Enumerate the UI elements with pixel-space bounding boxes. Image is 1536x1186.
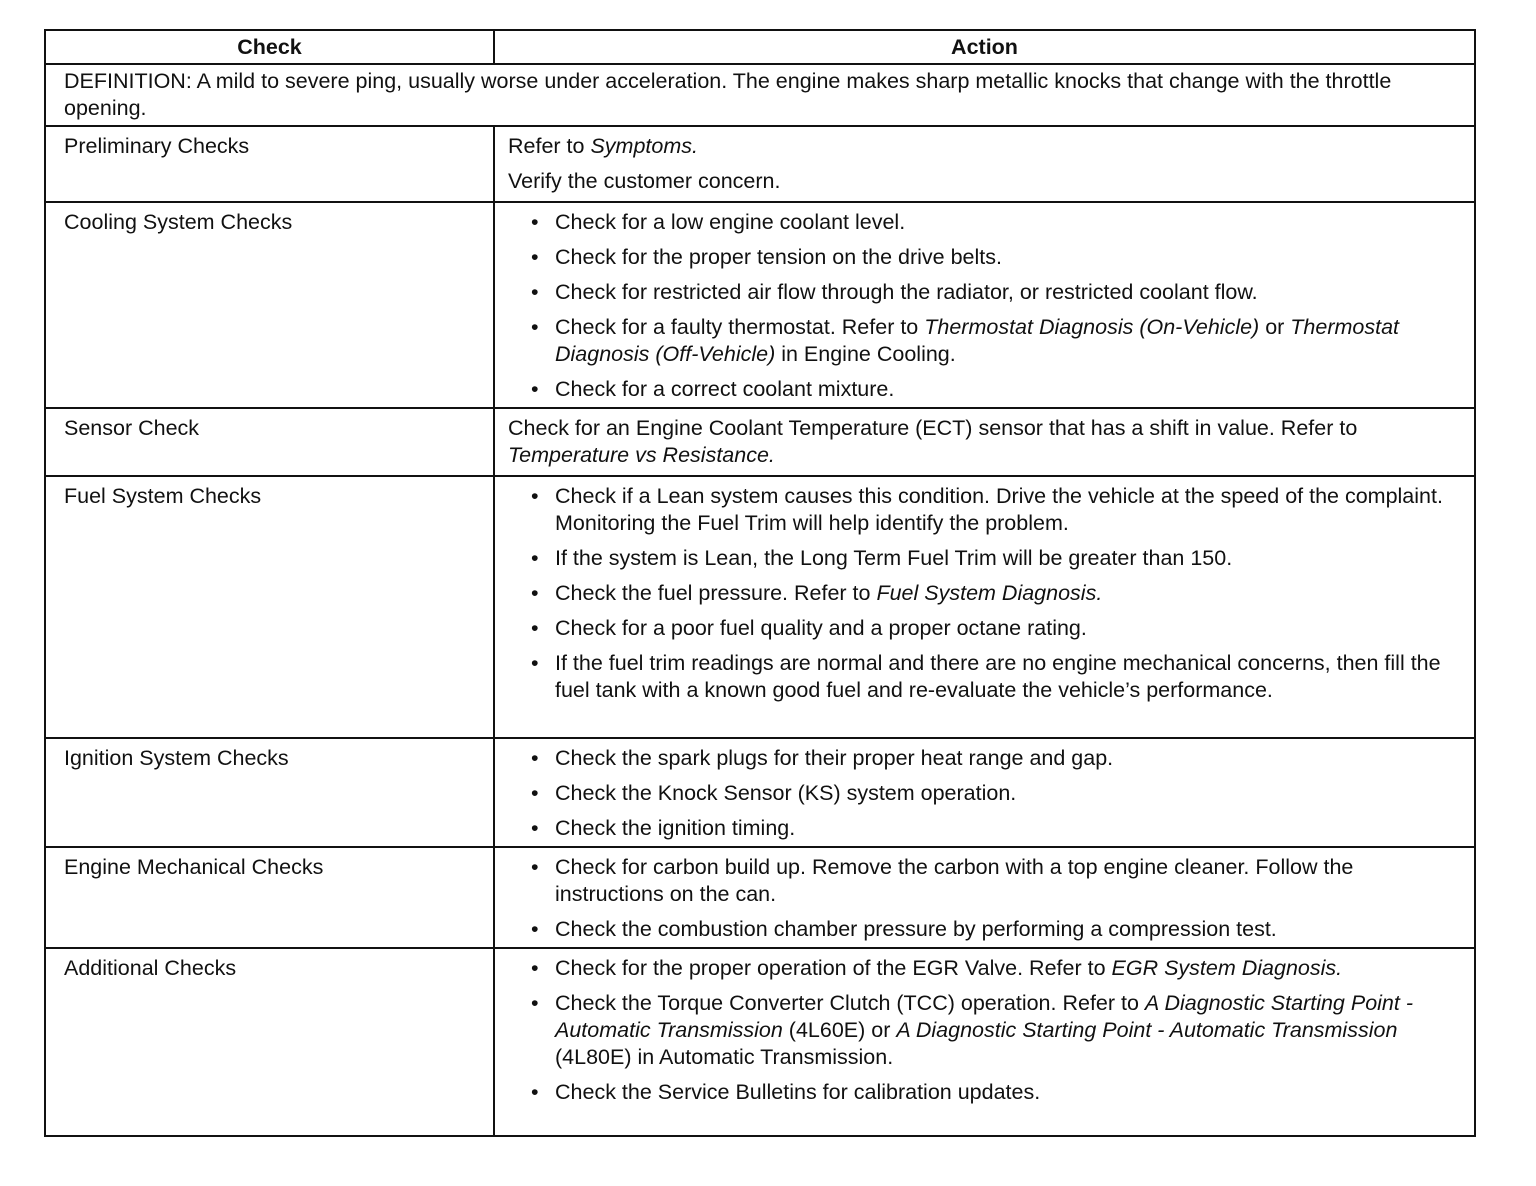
- bullet-icon: •: [531, 280, 539, 304]
- bullet-text: in Engine Cooling.: [775, 342, 956, 366]
- bullet-text: Check for the proper operation of the EGR Valve. Refer to: [555, 956, 1112, 980]
- table-row-sensor: [45, 408, 1475, 476]
- check-label-ignition: Ignition System Checks: [45, 738, 494, 847]
- list-item: [495, 615, 1464, 642]
- bullet-icon: •: [531, 816, 539, 840]
- table-row-ignition: [45, 738, 1475, 847]
- bullet-text: Check the Service Bulletins for calibration updates.: [555, 1080, 1041, 1104]
- list-item: [495, 745, 1464, 772]
- bullet-text: Check for restricted air flow through the radiator, or restricted coolant flow.: [555, 280, 1258, 304]
- definition-text: DEFINITION: A mild to severe ping, usually worse under acceleration. The engine makes sharp metallic knocks that change with the throttle opening.: [45, 64, 1475, 126]
- table-row-engine-mechanical: [45, 847, 1475, 948]
- bullet-icon: •: [531, 581, 539, 605]
- bullet-text: (4L80E) in Automatic Transmission.: [555, 1045, 894, 1069]
- bullet-icon: •: [531, 855, 539, 879]
- bullet-text: or: [1259, 315, 1291, 339]
- check-label-engine-mechanical: Engine Mechanical Checks: [45, 847, 494, 948]
- bullet-icon: •: [531, 546, 539, 570]
- action-line: [508, 133, 1464, 160]
- list-item: [495, 244, 1464, 271]
- list-item: [495, 815, 1464, 842]
- bullet-icon: •: [531, 991, 539, 1015]
- bullet-icon: •: [531, 1080, 539, 1104]
- column-header-check: Check: [45, 30, 494, 64]
- bullet-text: Check for a poor fuel quality and a proper octane rating.: [555, 616, 1087, 640]
- bullet-icon: •: [531, 956, 539, 980]
- list-item: [495, 545, 1464, 572]
- list-item: [495, 1079, 1464, 1106]
- bullet-icon: •: [531, 917, 539, 941]
- action-cell-fuel: [494, 476, 1475, 738]
- action-cell-preliminary: [494, 126, 1475, 202]
- list-item: [495, 916, 1464, 943]
- bullet-icon: •: [531, 616, 539, 640]
- bullet-icon: •: [531, 651, 539, 675]
- table-row-fuel: [45, 476, 1475, 738]
- bullet-text: Check for carbon build up. Remove the carbon with a top engine cleaner. Follow the instructions on the can.: [555, 855, 1354, 906]
- list-item: [495, 650, 1464, 704]
- reference-link[interactable]: A Diagnostic Starting Point - Automatic Transmission: [896, 1018, 1398, 1042]
- list-item: [495, 780, 1464, 807]
- table-row-additional: [45, 948, 1475, 1136]
- check-label-cooling: Cooling System Checks: [45, 202, 494, 408]
- action-cell-cooling: [494, 202, 1475, 408]
- reference-link[interactable]: A Diagnostic Starting Point - Automatic Transmission: [555, 991, 1413, 1042]
- bullet-text: Check the spark plugs for their proper heat range and gap.: [555, 746, 1114, 770]
- list-item: [495, 483, 1464, 537]
- bullet-text: Check for a correct coolant mixture.: [555, 377, 895, 401]
- bullet-icon: •: [531, 315, 539, 339]
- check-label-sensor: Sensor Check: [45, 408, 494, 476]
- reference-link[interactable]: Thermostat Diagnosis (On-Vehicle): [924, 315, 1260, 339]
- action-text: Check for an Engine Coolant Temperature (ECT) sensor that has a shift in value. Refer to: [508, 416, 1358, 440]
- diagnosis-table: [44, 29, 1476, 1137]
- bullet-text: If the system is Lean, the Long Term Fuel Trim will be greater than 150.: [555, 546, 1233, 570]
- reference-link[interactable]: Fuel System Diagnosis.: [876, 581, 1103, 605]
- bullet-text: Check for a faulty thermostat. Refer to: [555, 315, 925, 339]
- action-cell-additional: [494, 948, 1475, 1136]
- bullet-text: Check for the proper tension on the drive belts.: [555, 245, 1002, 269]
- list-item: [495, 209, 1464, 236]
- bullet-icon: •: [531, 377, 539, 401]
- bullet-text: Check the Torque Converter Clutch (TCC) operation. Refer to: [555, 991, 1145, 1015]
- action-cell-engine-mechanical: [494, 847, 1475, 948]
- bullet-icon: •: [531, 484, 539, 508]
- reference-link[interactable]: EGR System Diagnosis.: [1111, 956, 1343, 980]
- bullet-icon: •: [531, 781, 539, 805]
- column-header-action: Action: [494, 30, 1475, 64]
- bullet-text: Check if a Lean system causes this condition. Drive the vehicle at the speed of the complaint. Monitoring the Fuel Trim will help identify the problem.: [555, 484, 1443, 535]
- bullet-text: Check the ignition timing.: [555, 816, 796, 840]
- bullet-text: If the fuel trim readings are normal and there are no engine mechanical concerns, then fill the fuel tank with a known good fuel and re-evaluate the vehicle’s performance.: [555, 651, 1441, 702]
- check-label-fuel: Fuel System Checks: [45, 476, 494, 738]
- list-item: [495, 580, 1464, 607]
- bullet-icon: •: [531, 210, 539, 234]
- bullet-icon: •: [531, 245, 539, 269]
- list-item: [495, 279, 1464, 306]
- table-header-row: [45, 30, 1475, 64]
- bullet-text: Check the fuel pressure. Refer to: [555, 581, 877, 605]
- check-label-additional: Additional Checks: [45, 948, 494, 1136]
- bullet-icon: •: [531, 746, 539, 770]
- table-row-cooling: [45, 202, 1475, 408]
- definition-row: [45, 64, 1475, 126]
- reference-link[interactable]: Thermostat Diagnosis (Off-Vehicle): [555, 315, 1400, 366]
- bullet-text: Check for a low engine coolant level.: [555, 210, 906, 234]
- bullet-text: Check the Knock Sensor (KS) system operation.: [555, 781, 1017, 805]
- action-cell-sensor: [494, 408, 1475, 476]
- reference-link[interactable]: Temperature vs Resistance.: [508, 443, 775, 467]
- list-item: [495, 854, 1464, 908]
- check-label-preliminary: Preliminary Checks: [45, 126, 494, 202]
- reference-link[interactable]: Symptoms.: [590, 134, 698, 158]
- list-item: [495, 955, 1464, 982]
- list-item: [495, 990, 1464, 1071]
- bullet-text: Check the combustion chamber pressure by performing a compression test.: [555, 917, 1277, 941]
- action-line: Verify the customer concern.: [508, 169, 781, 193]
- bullet-text: (4L60E) or: [782, 1018, 897, 1042]
- action-cell-ignition: [494, 738, 1475, 847]
- action-text: Refer to: [508, 134, 591, 158]
- table-row-preliminary: [45, 126, 1475, 202]
- list-item: [495, 376, 1464, 403]
- list-item: [495, 314, 1464, 368]
